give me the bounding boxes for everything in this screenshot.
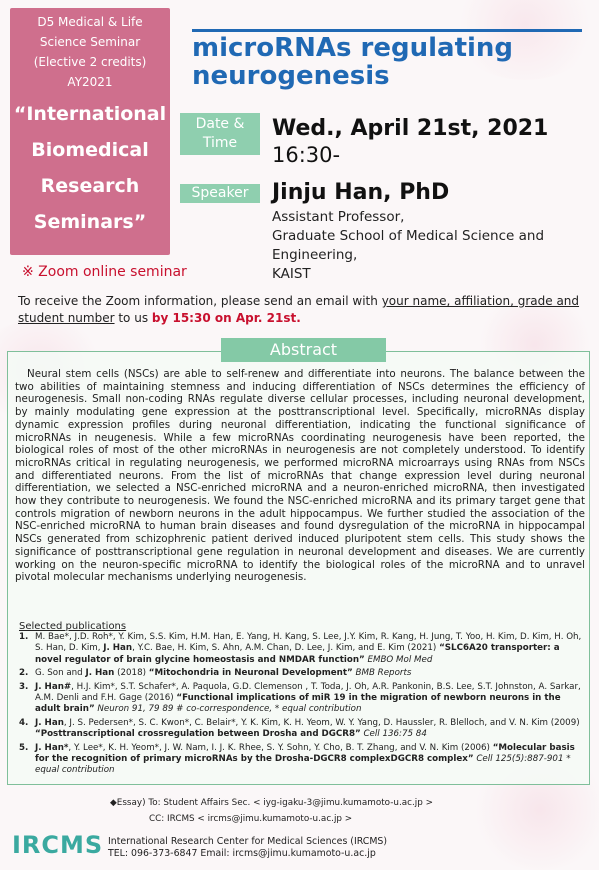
date-time-label — [180, 113, 260, 155]
seminar-line: Science Seminar — [39, 35, 141, 49]
event-time: 16:30- — [272, 143, 341, 167]
publication-number: 5. — [19, 742, 29, 753]
seminar-info-box — [10, 8, 170, 255]
publication-authors: G. Son and — [35, 668, 86, 679]
zoom-info-text: to us — [114, 311, 152, 325]
publication-number: 4. — [19, 717, 29, 728]
publication-authors: , Y.C. Bae, H. Kim, S. Ahn, A.M. Chan, D. Lee, J. Kim, and E. Kim (2021) — [132, 643, 437, 654]
logo-text: IRCMS — [12, 831, 104, 859]
speaker-name: Jinju Han, PhD — [272, 180, 450, 205]
publication-item — [19, 668, 585, 679]
publication-journal: EMBO Mol Med — [364, 654, 433, 665]
publication-highlight-author: J. Han — [85, 668, 115, 679]
seminar-line: AY2021 — [67, 75, 113, 89]
label-line: Date & — [195, 116, 245, 132]
publications-heading: Selected publications — [19, 621, 127, 632]
zoom-deadline: by 15:30 on Apr. 21st. — [151, 311, 301, 325]
abstract-heading: Abstract — [221, 338, 386, 362]
publication-item — [19, 718, 585, 741]
publication-highlight-author: J. Han — [35, 717, 64, 728]
date-time — [272, 115, 548, 169]
publication-highlight-author: J. Han# — [35, 681, 72, 692]
seminar-line: (Elective 2 credits) — [33, 55, 147, 69]
seminar-line: D5 Medical & Life — [37, 15, 143, 29]
publication-authors: , Y. Lee*, K. H. Yeom*, J. W. Nam, I. J. K. Rhee, S. Y. Sohn, Y. Cho, B. T. Zhang, and V. N. Kim (2006) — [68, 742, 493, 753]
publication-item — [19, 632, 585, 666]
publication-highlight-author: J. Han* — [35, 742, 69, 753]
series-line: Seminars” — [33, 211, 147, 233]
center-contact: TEL: 096-373-6847 Email: ircms@jimu.kumamoto-u.ac.jp — [108, 848, 376, 859]
affiliation-line: Engineering, — [272, 247, 358, 263]
publication-title: “Mitochondria in Neuronal Development” — [148, 668, 353, 679]
ircms-logo — [10, 821, 108, 865]
publication-title: “Posttranscriptional crossregulation between Drosha and DGCR8” — [35, 729, 361, 740]
zoom-notice: ※ Zoom online seminar — [22, 264, 187, 280]
title-line: microRNAs regulating — [192, 33, 514, 63]
center-name: International Research Center for Medical Sciences (IRCMS) — [108, 836, 388, 847]
publications-list — [19, 632, 585, 779]
zoom-info-required: your name, affiliation, grade and student number — [18, 294, 580, 325]
series-line: “International — [13, 103, 167, 125]
publication-authors: , J. S. Pedersen*, S. C. Kwon*, C. Belair*, Y. K. Kim, K. H. Yeom, W. Y. Yang, D. Haussler, R. Blelloch, and V. N. Kim (2009) — [63, 717, 580, 728]
essay-contact: ◆Essay) To: Student Affairs Sec. < iyg-igaku-3@jimu.kumamoto-u.ac.jp > — [110, 798, 433, 808]
series-line: Biomedical — [31, 139, 149, 161]
publication-number: 2. — [19, 668, 29, 679]
cc-contact: CC: IRCMS < ircms@jimu.kumamoto-u.ac.jp > — [149, 814, 353, 824]
publication-journal: Neuron 91, 79 89 # co-correspondence, * equal contribution — [94, 704, 362, 715]
center-info — [108, 836, 387, 860]
publication-title: “Functional implications of miR 19 in the migration of newborn neurons in the adult brain” — [35, 693, 561, 715]
publication-highlight-author: J. Han — [103, 643, 133, 654]
title-line: neurogenesis — [192, 61, 390, 91]
affiliation-line: KAIST — [272, 266, 311, 282]
affiliation-line: Assistant Professor, — [272, 209, 405, 225]
publication-number: 3. — [19, 681, 29, 692]
publication-authors: M. Bae*, J.D. Roh*, Y. Kim, S.S. Kim, H.M. Han, E. Yang, H. Kang, S. Lee, J.Y. Kim, R. Kang, H. Jung, T. Yoo, H. Kim, D. Kim, H. Oh, S. Han, D. Kim, — [35, 632, 582, 654]
zoom-info — [18, 293, 583, 327]
publication-journal: BMB Reports — [352, 668, 412, 679]
publication-journal: Cell 125(5):887-901 * equal contribution — [35, 754, 571, 776]
speaker-label: Speaker — [180, 184, 260, 203]
affiliation-line: Graduate School of Medical Science and — [272, 228, 545, 244]
publication-number: 1. — [19, 632, 29, 642]
abstract-text: Neural stem cells (NSCs) are able to self-renew and differentiate into neurons. The balance between the two abilities of maintaining stemness and inducing differentiation of NSCs determines the efficiency of neurogenesis. Small non-coding RNAs regulate diverse cellular processes, including neuronal development, by mainly modulating gene expression at the posttranscriptional level. Specifically, microRNAs display dynamic expression profiles during neuronal differentiation, indicating the functional significance of microRNAs in neugenesis. While a few microRNAs coordinating neurogenesis have been reported, the biological roles of most of the other microRNAs in neurogenesis are not completely understood. To identify microRNAs critical in regulating neurogenesis, we performed microRNA microarrays using RNAs from NSCs and differentiated neurons. From the list of microRNAs that change expression level during neuronal differentiation, we selected a NSC-enriched microRNA and a neuron-enriched microRNA, then investigated how they contribute to neurogenesis. We found the NSC-enriched microRNA and its primary target gene that controls migration of newborn neurons in the adult hippocampus. We further studied the association of the NSC-enriched microRNA to human brain diseases and found dysregulation of the microRNA in hippocampal NSCs generated from schizophrenic patient derived induced pluripotent stem cells. This study shows the significance of posttranscriptional gene regulation in neuronal development and diseases. We are currently working on the neuron-specific microRNA to identify the biological roles of the microRNA and to unravel pivotal molecular mechanisms underlying neurogenesis. — [15, 368, 585, 584]
publication-authors: (2018) — [114, 668, 149, 679]
series-line: Research — [40, 175, 140, 197]
page-title — [192, 29, 582, 90]
publication-item — [19, 682, 585, 716]
publication-item — [19, 743, 585, 777]
publication-authors: , H.J. Kim*, S.T. Schafer*, A. Paquola, G.D. Clemenson , T. Toda, J. Oh, A.R. Pankonin, B.S. Lee, S.T. Johnston, A. Sarkar, A.M. Denli and F.H. Gage (2016) — [35, 681, 581, 704]
publication-title: “SLC6A20 transporter: a novel regulator of brain glycine homeostasis and NMDAR function” — [35, 643, 560, 665]
publication-journal: Cell 136:75 84 — [360, 729, 427, 740]
label-line: Time — [202, 135, 238, 151]
zoom-info-text: To receive the Zoom information, please send an email with — [18, 294, 382, 308]
publication-title: “Molecular basis for the recognition of primary microRNAs by the Drosha-DGCR8 complexDGCR8 complex” — [35, 742, 575, 765]
event-date: Wed., April 21st, 2021 — [272, 116, 549, 141]
speaker-affiliation — [272, 208, 544, 284]
